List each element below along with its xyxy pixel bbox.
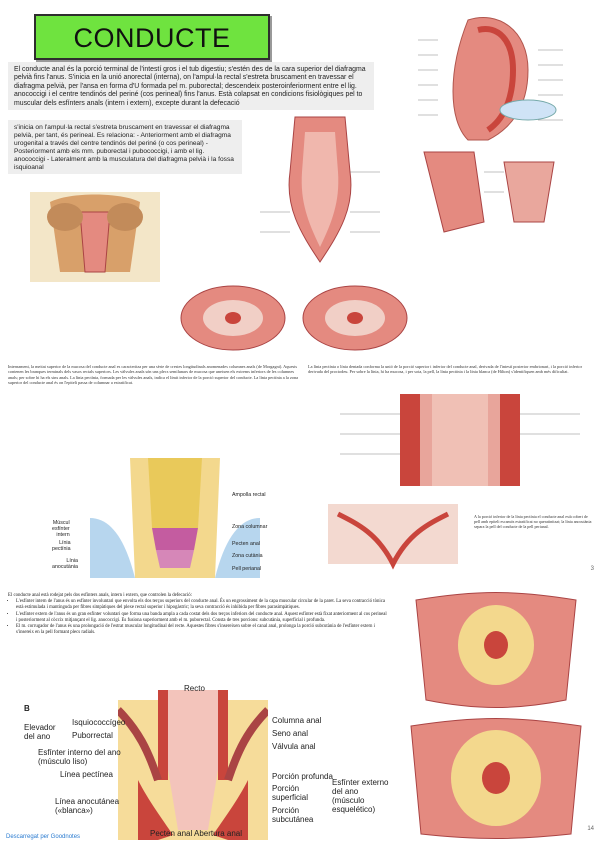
fig-b-valvula: Válvula anal xyxy=(272,742,316,751)
sagittal-anatomy-figure xyxy=(378,10,598,150)
page-title: CONDUCTE xyxy=(73,23,231,53)
page-number-b: 14 xyxy=(587,826,594,832)
intro-text: El conducte anal és la porció terminal de l'intestí gros i el tub digestiu; s'estén des de la cara superior del diafragma pelvià fins l'anus. S'inicia en la unió anorectal (interna), on l'ampul·la rectal s'estreta bruscament en travessar el diafragma pelvià, per l'ansa en forma d'U formada pel m. puborectal; descendeix posteroinferiorment entre el lig. anococcigi i el centre tendinós del periné (cos perineal) fins l'anus. Està colapsat en condicions fisiològiques pel to muscular dels esfínters anals (intern i extern), excepte durant la defecació xyxy=(14,66,366,107)
sphincter-item: • L'esfínter intern de l'anus és un esfínter involuntari que envolta els dos terços superiors del conducte anal. És un engrossiment de la capa muscular circular de la paret. La seva contracció tònica està estimulada i mantinguda per fibres simpàtiques del plexe rectal superior i hipogàstric; la seva contracció és inhibida per fibres parasimpàtiques. xyxy=(16,599,388,611)
paragraph-pectinia-text: La línia pectínia o línia dentada conforma la unió de la porció superior i inferior del conducte anal, derivada de l'intestí posterior embrionari, i la porció inferior derivada del proctodeu. Per sobre la línia, hi ha mucosa, i per sota, la pell, la línia pectínia i la línia blanca (de Hilton) s'identifiquen amb més dificultat. xyxy=(308,364,583,375)
label-musc-intern: Múscul esfínter intern xyxy=(52,520,70,538)
pelvic-floor-figure-1 xyxy=(178,284,288,352)
fig-b-porcion-prof: Porción profunda xyxy=(272,772,333,781)
fig-b-pecten: Pecten anal xyxy=(150,829,193,838)
paragraph-pectinia xyxy=(308,364,594,390)
perineum-dissection-figure-1 xyxy=(396,590,596,710)
sphincters-section xyxy=(8,593,388,636)
rectum-sphincter-figure xyxy=(404,132,594,242)
fig-b-seno: Seno anal xyxy=(272,729,309,738)
paragraph-columns-text: Internament, la meitat superior de la mucosa del conducte anal es caracteritza per una sèrie de crestes longitudinals anomenades columnes anals (de Morgagni). Aquests contenen les branques terminals dels vasos rectals superiors. Les vàlvules anals són uns plecs semilunars de mucosa que uneixen els extrems inferiors de les columnes anals; per sobre hi ha els sins anals. La línia pectínia, formada per les vàlvules anals, indica el límit inferior de la porció superior del conducte. La línia pectínia a la zona superior del conducte anal és on l'epiteli passa de columnar a estratificat. xyxy=(8,364,299,386)
relations-box xyxy=(8,120,242,174)
intro-box xyxy=(8,62,374,110)
paragraph-columns xyxy=(8,364,304,454)
label-linia-anoc: Línia anocutània xyxy=(52,558,78,570)
canal-coronal-figure xyxy=(340,394,580,486)
pelvic-floor-figure-2 xyxy=(300,284,410,352)
fig-b-porcion-sub: Porción subcutánea xyxy=(272,806,314,824)
sphincters-intro: El conducte anal està rodejat pels dos esfínters anals, intern i extern, que controlen la defecació: xyxy=(8,593,192,598)
fig-b-porcion-sup: Porción superficial xyxy=(272,784,309,802)
label-linia-pect: Línia pectínia xyxy=(52,540,71,552)
sphincter-item: • El m. corrugador de l'anus és una prolongació de l'estrat muscular longitudinal del recte. Aquestes fibres s'insereixen sobre el canal anal, prolonga la porció subcutània de l'esfínter extern i s'insereix en la pell formant plecs radials. xyxy=(16,624,388,636)
fig-b-columna: Columna anal xyxy=(272,716,322,725)
fig-b-esfinter-int: Esfínter interno del ano (músculo liso) xyxy=(38,748,121,766)
fig-b-linea-anoc: Línea anocutánea («blanca») xyxy=(55,797,120,815)
sphincter-item: • L'esfínter extern de l'anus és un gran esfínter voluntari que forma una banda ampla a cada costat dels dos terços inferiors del conducte anal. Aquest esfínter està fixat anteriorment al cos perineal i posteriorment al còccix mitjançant el lig. anococcigi. Es fusiona superiorment amb el m. puborectal. Consta de tres porcions: subcutània, superficial i profunda. xyxy=(16,612,388,624)
fig-b-recto: Recto xyxy=(184,684,205,693)
fig-b-pubo: Puborrectal xyxy=(72,731,113,740)
title-box xyxy=(34,14,270,60)
label-zona-cutania: Zona cutània xyxy=(232,553,263,559)
label-pecten: Pecten anal xyxy=(232,541,260,547)
paragraph-lower-canal xyxy=(474,514,592,554)
fig-b-letter: B xyxy=(24,704,30,713)
label-zona-columnar: Zona columnar xyxy=(232,524,268,530)
relations-text: s'inicia on l'ampul·la rectal s'estreta bruscament en travessar el diafragma pelvià, per tant, és perineal. Es relaciona: - Anteriorment amb el diafragma urogenital a través del centre tendinós del periné (o cos perineal) - Posteriorment amb els mm. puborectal i pubococcigi, i amb el lig. anococcigi - Lateralment amb la musculatura del diafragma pelvià i la fossa isquioanal xyxy=(14,124,234,171)
fig-b-abertura: Abertura anal xyxy=(194,829,243,838)
fig-b-esfinter-ext: Esfínter externo del ano (músculo esquelético) xyxy=(332,778,389,814)
fig-b-diagram xyxy=(118,690,268,840)
coronal-anatomy-figure xyxy=(20,192,170,282)
paragraph-lower-canal-text: A la porció inferior de la línia pectínia el conducte anal està cobert de pell amb epiteli escamós estratificat no queratinitzat; la línia anocutània separa la pell del conducte de la pell perianal. xyxy=(474,514,592,530)
fig-b-isquio: Isquiococcígeo xyxy=(72,718,126,727)
mucosa-detail-figure xyxy=(318,494,468,574)
canal-zones-figure xyxy=(90,458,260,580)
rectum-cut-figure xyxy=(240,112,400,272)
label-pell-perianal: Pell perianal xyxy=(232,566,262,572)
label-ampolla: Ampolla rectal xyxy=(232,492,266,498)
footer-watermark: Descarregat per Goodnotes xyxy=(6,834,81,840)
page-number-a: 3 xyxy=(590,566,594,572)
fig-b-elevador: Elevador del ano xyxy=(24,723,56,741)
fig-b-linea-pect: Línea pectínea xyxy=(60,770,113,779)
perineum-dissection-figure-2 xyxy=(396,716,596,840)
